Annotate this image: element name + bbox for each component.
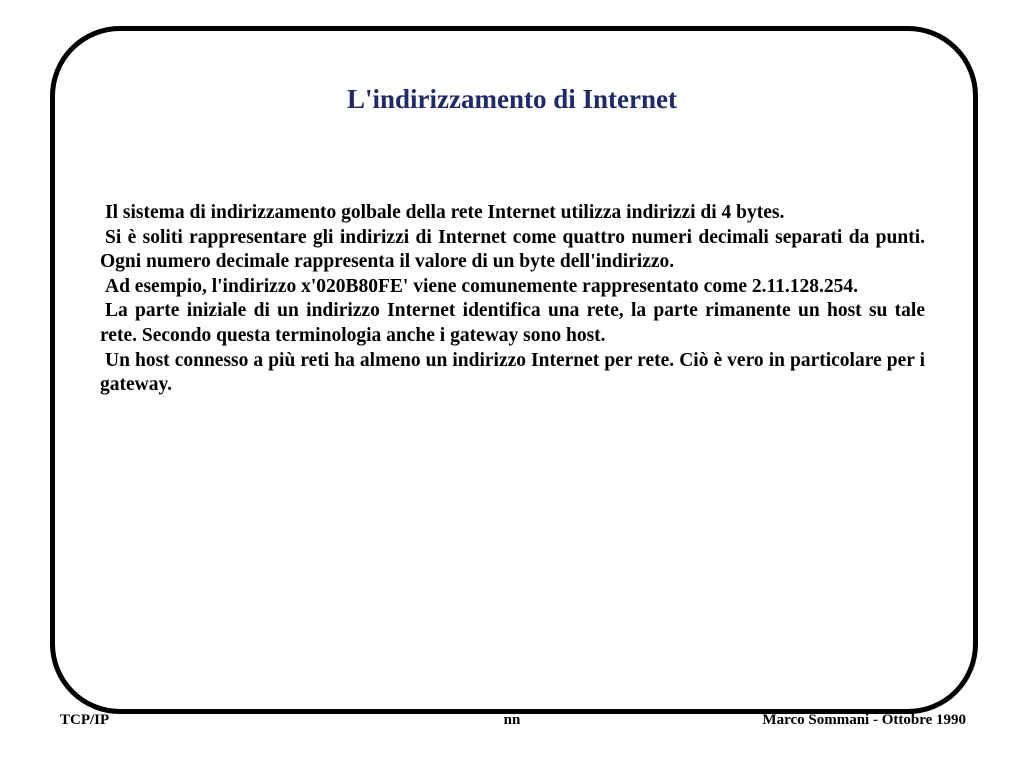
body-paragraph: Un host connesso a più reti ha almeno un indirizzo Internet per rete. Ciò è vero in particolare per i gateway. [100,349,925,396]
body-paragraph: Il sistema di indirizzamento golbale della rete Internet utilizza indirizzi di 4 bytes. [105,202,785,223]
body-paragraph: Si è soliti rappresentare gli indirizzi di Internet come quattro numeri decimali separati da punti. Ogni numero decimale rappresenta il valore di un byte dell'indirizzo. [100,226,925,273]
body-paragraph: Ad esempio, l'indirizzo x'020B80FE' viene comunemente rappresentato come 2.11.128.254. [105,275,859,297]
footer-author-date: Marco Sommani - Ottobre 1990 [762,712,966,728]
body-paragraph: La parte iniziale di un indirizzo Internet identifica una rete, la parte rimanente un host su tale rete. Secondo questa terminologia anche i gateway sono host. [100,300,925,346]
footer-course: TCP/IP [60,712,110,728]
slide-body [100,201,925,398]
footer-page-number: nn [503,712,521,728]
slide-title: L'indirizzamento di Internet [347,84,677,114]
